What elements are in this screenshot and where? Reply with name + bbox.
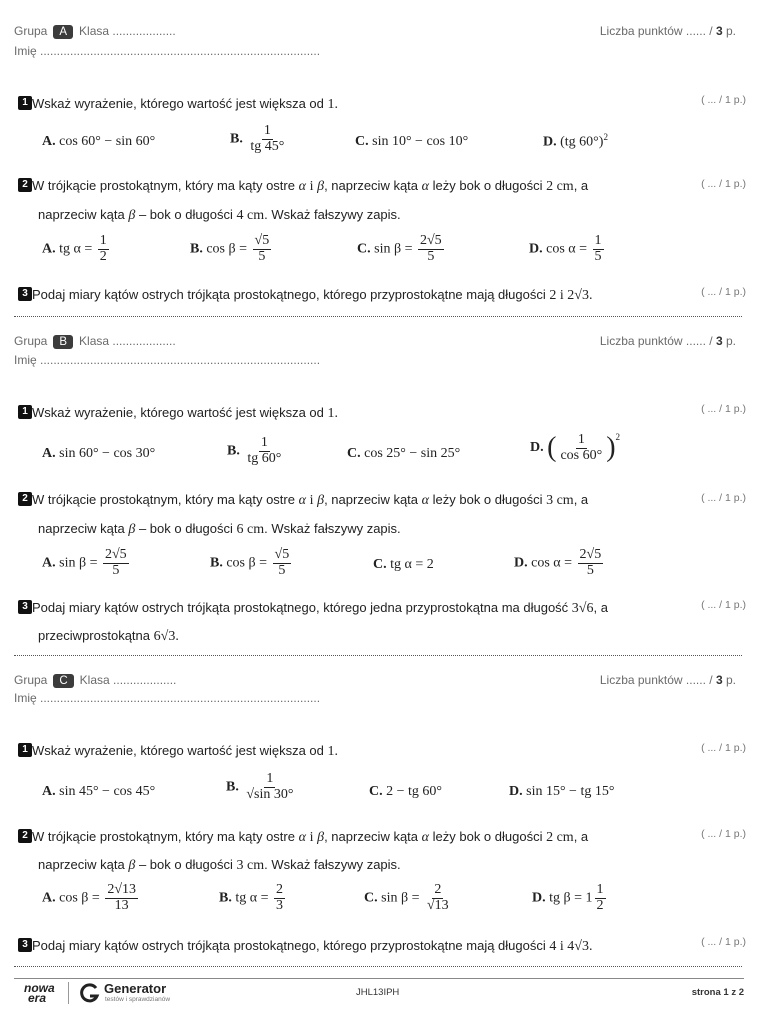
answer-d[interactable]: D. cos α = $\frac{1}{5}$	[529, 233, 602, 264]
question-number: 3	[18, 938, 32, 952]
group-badge: A	[53, 25, 73, 39]
name-field[interactable]: Imię ....................................................................................	[14, 691, 321, 705]
question-points: ( ... / 1 p.)	[701, 936, 746, 948]
answer-c[interactable]: C. sin β = $\frac{2}{√13}$	[364, 882, 449, 913]
question-number: 1	[18, 743, 32, 757]
question-2-line2: naprzeciw kąta β – bok o długości 4 cm. Wskaż fałszywy zapis.	[38, 207, 401, 223]
footer-divider	[14, 978, 744, 979]
group-separator	[14, 655, 742, 656]
answer-b[interactable]: B. $\frac{1}{tg 45^\circ}$	[230, 123, 285, 154]
logo-divider	[68, 982, 69, 1004]
group-header-b: Grupa B Klasa ...................	[14, 334, 176, 348]
question-2-line2: naprzeciw kąta β – bok o długości 3 cm. Wskaż fałszywy zapis.	[38, 857, 401, 873]
answer-d[interactable]: D. tg β = 1 $\frac{1}{2}$	[532, 882, 604, 913]
name-field[interactable]: Imię ....................................................................................	[14, 44, 321, 58]
answer-b[interactable]: B. cos β = $\frac{√5}{5}$	[190, 233, 270, 264]
question-points: ( ... / 1 p.)	[701, 492, 746, 504]
question-3: 3 Podaj miary kątów ostrych trójkąta prostokątnego, którego przyprostokątne mają długości 2 i 2√3.	[18, 287, 592, 304]
answer-a[interactable]: A. sin β = $\frac{2√5}{5}$	[42, 547, 127, 578]
group-separator	[14, 966, 742, 967]
group-header-a: Grupa A Klasa ...................	[14, 24, 176, 38]
answer-c[interactable]: C. sin β = $\frac{2√5}{5}$	[357, 233, 442, 264]
question-3-line2: przeciwprostokątna 6√3.	[38, 628, 179, 644]
question-points: ( ... / 1 p.)	[701, 742, 746, 754]
group-separator	[14, 316, 742, 317]
question-number: 3	[18, 600, 32, 614]
question-number: 2	[18, 492, 32, 506]
name-field[interactable]: Imię ....................................................................................	[14, 353, 321, 367]
question-points: ( ... / 1 p.)	[701, 599, 746, 611]
answer-b[interactable]: B. $\frac{1}{√\sin 30^\circ}$	[226, 771, 294, 802]
answer-b[interactable]: B. cos β = $\frac{√5}{5}$	[210, 547, 290, 578]
question-points: ( ... / 1 p.)	[701, 828, 746, 840]
generator-subtitle: testów i sprawdzianów	[105, 996, 171, 1003]
answer-b[interactable]: B. tg α = $\frac{2}{3}$	[219, 882, 283, 913]
question-number: 1	[18, 96, 32, 110]
question-number: 2	[18, 178, 32, 192]
answer-d[interactable]: D. cos α = $\frac{2√5}{5}$	[514, 547, 602, 578]
answer-a[interactable]: A. sin 45° − cos 45°	[42, 784, 156, 799]
question-points: ( ... / 1 p.)	[701, 403, 746, 415]
question-1: 1 Wskaż wyrażenie, którego wartość jest większa od 1.	[18, 743, 338, 760]
question-number: 3	[18, 287, 32, 301]
answer-c[interactable]: C. tg α = 2	[373, 557, 434, 572]
answer-a[interactable]: A. tg α = $\frac{1}{2}$	[42, 233, 107, 264]
generator-icon	[78, 982, 100, 1004]
question-number: 2	[18, 829, 32, 843]
question-1: 1 Wskaż wyrażenie, którego wartość jest większa od 1.	[18, 405, 338, 422]
answer-a[interactable]: A. cos β = $\frac{2√13}{13}$	[42, 882, 136, 913]
answer-d[interactable]: D. (tg 60°)$^2$	[543, 132, 608, 150]
answer-c[interactable]: C. cos 25° − sin 25°	[347, 446, 461, 461]
question-2: 2 W trójkącie prostokątnym, który ma kąty ostre α i β, naprzeciw kąta α leży bok o długości 3 cm, a	[18, 492, 588, 509]
nowa-era-logo: nowa era	[24, 981, 55, 1005]
question-points: ( ... / 1 p.)	[701, 286, 746, 298]
question-2: 2 W trójkącie prostokątnym, który ma kąty ostre α i β, naprzeciw kąta α leży bok o długości 2 cm, a	[18, 178, 588, 195]
question-1: 1 Wskaż wyrażenie, którego wartość jest większa od 1.	[18, 96, 338, 113]
question-number: 1	[18, 405, 32, 419]
question-3: 3 Podaj miary kątów ostrych trójkąta prostokątnego, którego jedna przyprostokątna ma długość 3√6, a	[18, 600, 608, 617]
answer-a[interactable]: A. cos 60° − sin 60°	[42, 134, 156, 149]
question-2-line2: naprzeciw kąta β – bok o długości 6 cm. Wskaż fałszywy zapis.	[38, 521, 401, 537]
answer-c[interactable]: C. sin 10° − cos 10°	[355, 134, 469, 149]
generator-logo	[78, 982, 100, 1004]
question-points: ( ... / 1 p.)	[701, 178, 746, 190]
points-total: Liczba punktów ...... / 3 p.	[599, 673, 736, 687]
question-3: 3 Podaj miary kątów ostrych trójkąta prostokątnego, którego przyprostokątne mają długości 4 i 4√3.	[18, 938, 592, 955]
generator-brand: Generator	[104, 981, 167, 996]
group-header-c: Grupa C Klasa ...................	[14, 673, 177, 687]
answer-c[interactable]: C. 2 − tg 60°	[369, 784, 443, 799]
points-total: Liczba punktów ...... / 3 p.	[599, 334, 736, 348]
question-2: 2 W trójkącie prostokątnym, który ma kąty ostre α i β, naprzeciw kąta α leży bok o długości 2 cm, a	[18, 829, 588, 846]
page-number: strona 1 z 2	[691, 987, 744, 998]
answer-b[interactable]: B. $\frac{1}{tg 60^\circ}$	[227, 435, 282, 466]
answer-a[interactable]: A. sin 60° − cos 30°	[42, 446, 156, 461]
group-badge: B	[53, 335, 73, 349]
test-code: JHL13IPH	[356, 987, 400, 998]
group-badge: C	[53, 674, 73, 688]
points-total: Liczba punktów ...... / 3 p.	[599, 24, 736, 38]
question-points: ( ... / 1 p.)	[701, 94, 746, 106]
answer-d[interactable]: D. sin 15° − tg 15°	[509, 784, 615, 799]
answer-d[interactable]: D. ( $\frac{1}{\cos 60^\circ}$ )$^2$	[530, 431, 621, 463]
